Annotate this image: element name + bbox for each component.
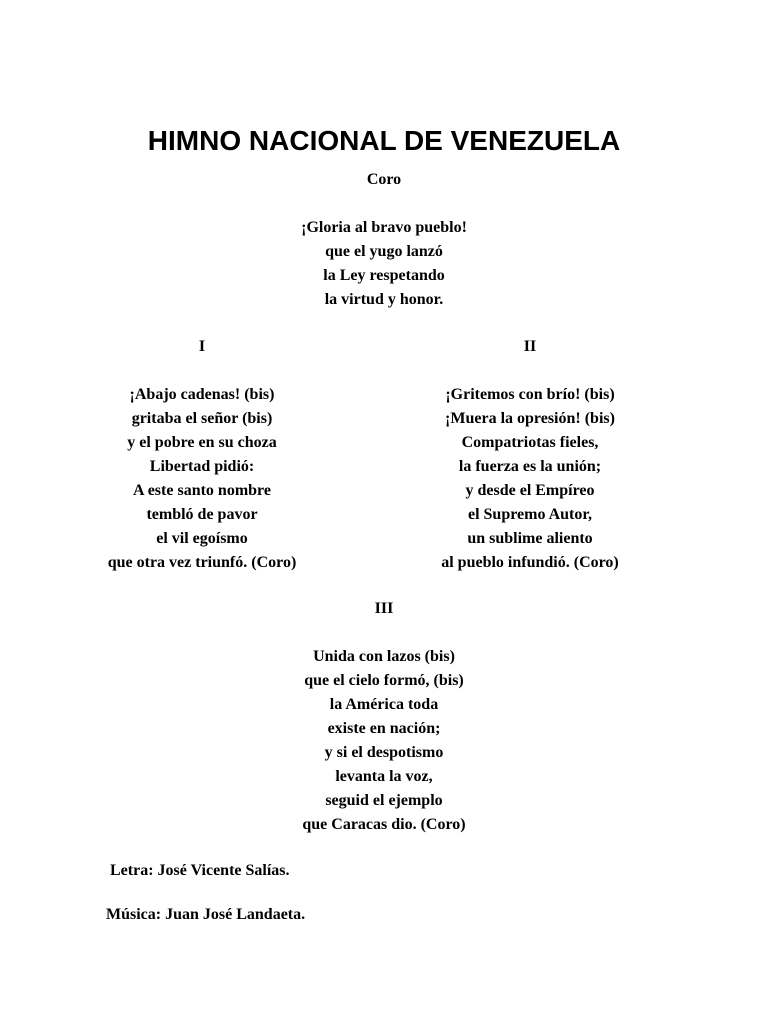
stanza-3-line: Unida con lazos (bis) [313, 648, 455, 665]
stanza-1-line: tembló de pavor [146, 506, 258, 523]
stanza-3-line: la América toda [329, 696, 439, 713]
stanza-2-lines [390, 383, 670, 575]
stanza-1-lines [52, 383, 352, 575]
stanza-3-lines [0, 645, 768, 837]
stanza-2-line: Compatriotas fieles, [461, 434, 599, 451]
stanza-1-heading: I [198, 338, 206, 355]
chorus-line: que el yugo lanzó [325, 243, 443, 260]
stanza-1-line: A este santo nombre [133, 482, 271, 499]
stanza-1-line: gritaba el señor (bis) [131, 410, 273, 427]
stanza-1-line: el vil egoísmo [156, 530, 248, 547]
stanza-3-line: que Caracas dio. (Coro) [302, 816, 466, 833]
chorus-line: ¡Gloria al bravo pueblo! [301, 219, 467, 236]
chorus-lines [0, 216, 768, 312]
stanza-2-line: ¡Gritemos con brío! (bis) [445, 386, 615, 403]
music-credit: Música: Juan José Landaeta. [106, 906, 306, 923]
stanza-2-line: un sublime aliento [467, 530, 593, 547]
chorus-line: la virtud y honor. [324, 291, 444, 308]
stanza-3-line: y si el despotismo [324, 744, 444, 761]
stanza-2-line: ¡Muera la opresión! (bis) [445, 410, 615, 427]
stanza-3-heading: III [374, 600, 394, 617]
stanza-3-line: que el cielo formó, (bis) [304, 672, 464, 689]
stanza-2-line: la fuerza es la unión; [458, 458, 602, 475]
stanza-1-line: ¡Abajo cadenas! (bis) [129, 386, 275, 403]
lyrics-credit: Letra: José Vicente Salías. [110, 862, 290, 879]
stanza-1-line: que otra vez triunfó. (Coro) [107, 554, 297, 571]
stanza-2-line: el Supremo Autor, [467, 506, 592, 523]
stanza-1-line: y el pobre en su choza [127, 434, 277, 451]
stanza-2-heading: II [523, 338, 537, 355]
document-title: HIMNO NACIONAL DE VENEZUELA [147, 124, 621, 156]
chorus-heading: Coro [366, 171, 402, 188]
stanza-3-line: seguid el ejemplo [325, 792, 443, 809]
stanza-2-line: al pueblo infundió. (Coro) [441, 554, 619, 571]
stanza-1-line: Libertad pidió: [149, 458, 255, 475]
stanza-3-line: levanta la voz, [335, 768, 433, 785]
stanza-2-line: y desde el Empíreo [465, 482, 595, 499]
stanza-3-line: existe en nación; [327, 720, 441, 737]
chorus-line: la Ley respetando [323, 267, 445, 284]
